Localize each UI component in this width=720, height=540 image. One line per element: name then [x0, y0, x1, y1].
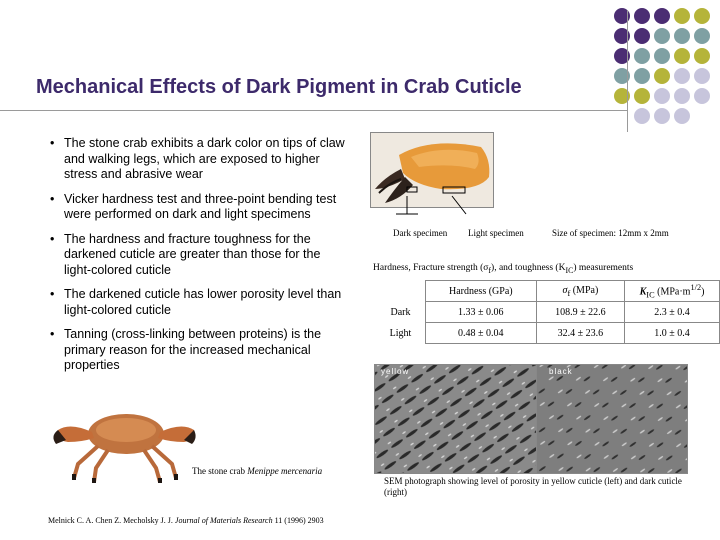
header-hardness: Hardness (GPa) — [425, 281, 536, 302]
reference-citation: Melnick C. A. Chen Z. Mecholsky J. J. Journal of Materials Research 11 (1996) 2903 — [48, 516, 324, 525]
table-row — [376, 323, 720, 344]
sem-photo-black — [536, 364, 688, 474]
light-specimen-label: Light specimen — [468, 228, 524, 238]
header-toughness: $K_{IC}$ $(MPa\cdot m^{1/2})$ — [625, 281, 720, 302]
table-cell: 1.0 ± 0.4 — [625, 323, 720, 344]
row-label-dark: Dark — [390, 306, 411, 318]
sem-photo-yellow — [374, 364, 538, 474]
sem-label-black: black — [549, 367, 573, 376]
table-header-row — [376, 281, 720, 302]
specimen-size-label: Size of specimen: 12mm x 2mm — [552, 228, 669, 238]
bullet-item: • The hardness and fracture toughness for the darkened cuticle are greater than those for the light-colored cuticle — [50, 231, 321, 277]
table-cell: 1.33 ± 0.06 — [425, 302, 536, 323]
bullet-item: • The darkened cuticle has lower porosity level than light-colored cuticle — [50, 287, 342, 317]
table-caption: Hardness, Fracture strength $(\sigma_f)$, and toughness $(K_{IC})$ measurements — [373, 263, 634, 275]
table-cell: 0.48 ± 0.04 — [425, 323, 536, 344]
sem-label-yellow: yellow — [381, 367, 410, 376]
bullet-item: • Tanning (cross-linking between proteins) is the primary reason for the increased mechanical properties — [50, 327, 322, 372]
stone-crab-photo — [48, 402, 198, 484]
table-row — [376, 302, 720, 323]
table-cell: 108.9 ± 22.6 — [536, 302, 624, 323]
table-cell: 32.4 ± 23.6 — [536, 323, 624, 344]
sem-caption: SEM photograph showing level of porosity in yellow cuticle (left) and dark cuticle (right) — [384, 476, 682, 497]
table-cell: 2.3 ± 0.4 — [625, 302, 720, 323]
crab-caption: The stone crab Menippe mercenaria — [192, 466, 323, 476]
header-strength: $\sigma_f$ (MPa) — [536, 281, 624, 302]
dark-specimen-label: Dark specimen — [393, 228, 448, 238]
bullet-item: • The stone crab exhibits a dark color on tips of claw and walking legs, which are exposed to higher stress and abrasive wear — [50, 136, 345, 181]
row-label-light: Light — [389, 327, 412, 339]
bullet-item: • Vicker hardness test and three-point bending test were performed on dark and light specimens — [50, 191, 337, 221]
slide-title: Mechanical Effects of Dark Pigment in Crab Cuticle — [36, 76, 522, 98]
measurements-table — [376, 280, 720, 344]
